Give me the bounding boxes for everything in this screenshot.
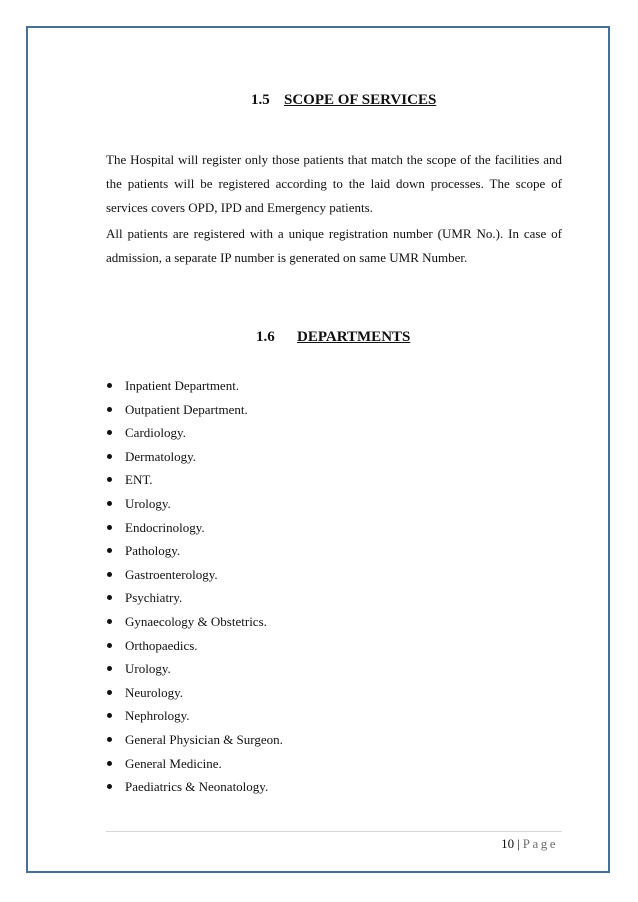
bullet-icon bbox=[107, 501, 112, 506]
bullet-icon bbox=[107, 430, 112, 435]
department-list-item bbox=[106, 634, 283, 658]
department-list-item bbox=[106, 681, 283, 705]
bullet-icon bbox=[107, 761, 112, 766]
department-name: ENT. bbox=[125, 472, 153, 488]
department-list-item bbox=[106, 586, 283, 610]
department-list-item bbox=[106, 398, 283, 422]
department-name: Orthopaedics. bbox=[125, 637, 198, 653]
department-name: Nephrology. bbox=[125, 708, 190, 724]
bullet-icon bbox=[107, 548, 112, 553]
section-heading-scope bbox=[251, 92, 436, 109]
department-list-item bbox=[106, 445, 283, 469]
department-name: General Medicine. bbox=[125, 755, 222, 771]
department-list-item bbox=[106, 563, 283, 587]
department-name: Endocrinology. bbox=[125, 519, 205, 535]
bullet-icon bbox=[107, 407, 112, 412]
bullet-icon bbox=[107, 690, 112, 695]
section-number: 1.5 bbox=[251, 92, 270, 108]
section-heading-departments bbox=[256, 329, 410, 346]
department-list-item bbox=[106, 468, 283, 492]
bullet-icon bbox=[107, 713, 112, 718]
department-list-item bbox=[106, 775, 283, 799]
department-list-item bbox=[106, 374, 283, 398]
department-list-item bbox=[106, 752, 283, 776]
department-name: Urology. bbox=[125, 661, 171, 677]
department-name: Neurology. bbox=[125, 684, 184, 700]
page-label: Page bbox=[522, 836, 558, 851]
bullet-icon bbox=[107, 383, 112, 388]
bullet-icon bbox=[107, 643, 112, 648]
bullet-icon bbox=[107, 619, 112, 624]
registration-paragraph: All patients are registered with a unique registration number (UMR No.). In case of admission, a separate IP number is generated on same UMR Number. bbox=[106, 226, 562, 265]
section-title: DEPARTMENTS bbox=[297, 329, 411, 345]
bullet-icon bbox=[107, 525, 112, 530]
department-name: Cardiology. bbox=[125, 425, 186, 441]
department-list-item bbox=[106, 657, 283, 681]
department-list-item bbox=[106, 728, 283, 752]
department-list-item bbox=[106, 610, 283, 634]
department-name: Psychiatry. bbox=[125, 590, 183, 606]
department-name: Paediatrics & Neonatology. bbox=[125, 779, 269, 795]
section-title: SCOPE OF SERVICES bbox=[284, 92, 437, 108]
department-name: Urology. bbox=[125, 495, 171, 511]
page-footer bbox=[501, 836, 558, 852]
scope-paragraph: The Hospital will register only those patients that match the scope of the facilities and the patients will be registered according to the laid down processes. The scope of services covers OPD, IPD and Emergency patients. bbox=[106, 152, 562, 215]
section-number: 1.6 bbox=[256, 329, 275, 345]
department-name: Gynaecology & Obstetrics. bbox=[125, 613, 267, 629]
department-list-item bbox=[106, 516, 283, 540]
department-list-item bbox=[106, 492, 283, 516]
department-list-item bbox=[106, 704, 283, 728]
departments-list bbox=[106, 374, 283, 799]
department-list-item bbox=[106, 539, 283, 563]
bullet-icon bbox=[107, 737, 112, 742]
bullet-icon bbox=[107, 595, 112, 600]
bullet-icon bbox=[107, 477, 112, 482]
department-name: Outpatient Department. bbox=[125, 401, 248, 417]
department-name: Gastroenterology. bbox=[125, 566, 218, 582]
footer-divider bbox=[106, 831, 562, 832]
bullet-icon bbox=[107, 572, 112, 577]
bullet-icon bbox=[107, 784, 112, 789]
department-name: Inpatient Department. bbox=[125, 378, 240, 393]
footer-separator: | bbox=[517, 836, 520, 851]
page-number: 10 bbox=[501, 836, 515, 851]
bullet-icon bbox=[107, 666, 112, 671]
department-name: Pathology. bbox=[125, 543, 181, 559]
department-list-item bbox=[106, 421, 283, 445]
department-name: Dermatology. bbox=[125, 448, 196, 464]
bullet-icon bbox=[107, 454, 112, 459]
department-name: General Physician & Surgeon. bbox=[125, 731, 283, 747]
